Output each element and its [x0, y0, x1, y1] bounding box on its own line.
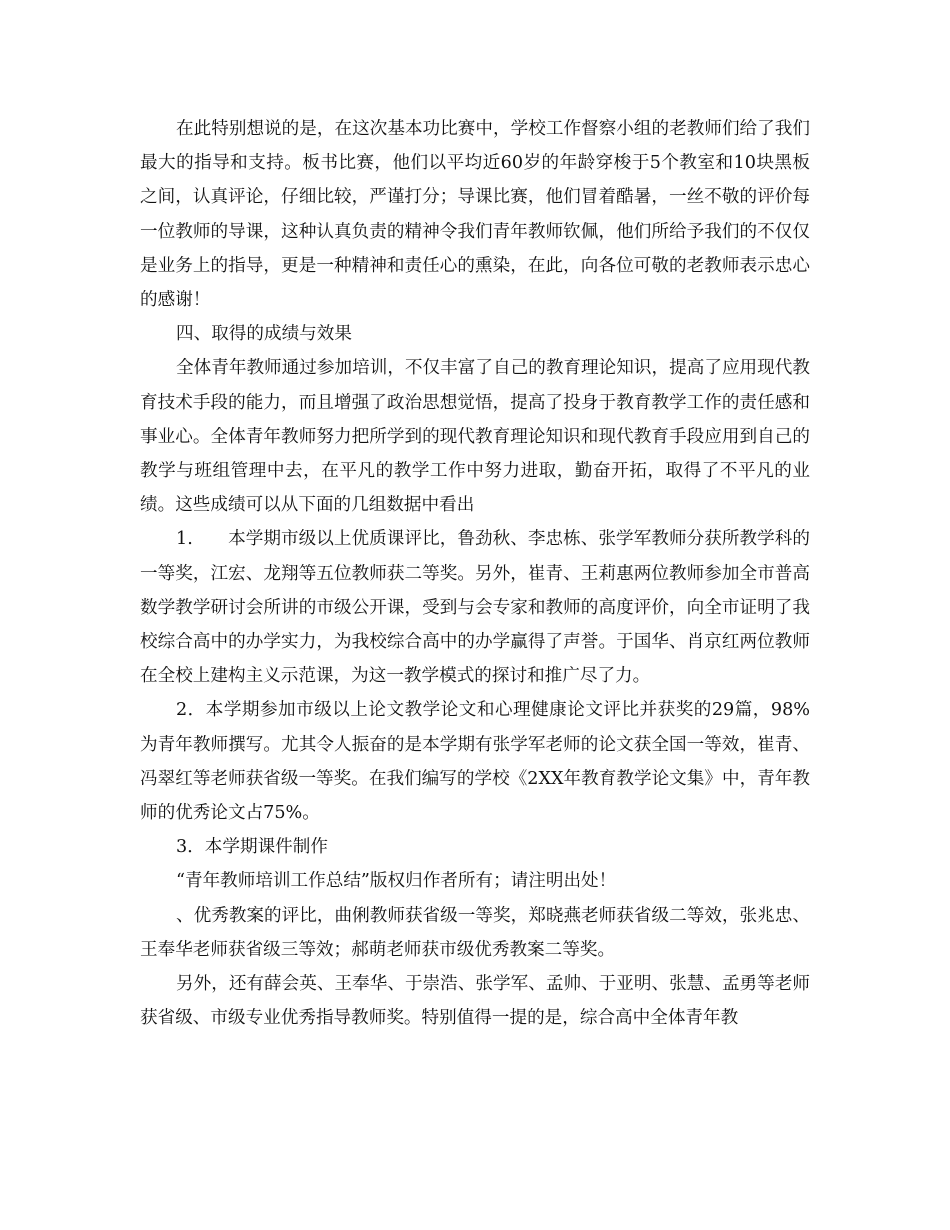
document-body [140, 112, 810, 1035]
copyright-notice: “青年教师培训工作总结”版权归作者所有；请注明出处！ [176, 871, 617, 892]
paragraph-item-3-courseware: 3．本学期课件制作 [176, 837, 328, 858]
paragraph-training-results: 全体青年教师通过参加培训，不仅丰富了自己的教育理论知识，提高了应用现代教育技术手段的能力，而且增强了政治思想觉悟，提高了投身于教育教学工作的责任感和事业心。全体青年教师努力把所学到的现代教育理论知识和现代教育手段应用到自己的教学与班组管理中去，在平凡的教学工作中努力进取，勤奋开拓，取得了不平凡的业绩。这些成绩可以从下面的几组数据中看出 [140, 358, 810, 516]
section-heading-achievements: 四、取得的成绩与效果 [176, 324, 352, 345]
paragraph-lesson-plan-awards: 、优秀教案的评比，曲俐教师获省级一等奖，郑晓燕老师获省级二等效，张兆忠、王奉华老师获省级三等效；郝萌老师获市级优秀教案二等奖。 [140, 905, 810, 960]
paragraph-other-awards: 另外，还有薛会英、王奉华、于崇浩、张学军、孟帅、于亚明、张慧、孟勇等老师获省级、市级专业优秀指导教师奖。特别值得一提的是，综合高中全体青年教 [140, 974, 810, 1029]
paragraph-thanks-to-senior-teachers: 在此特别想说的是，在这次基本功比赛中，学校工作督察小组的老教师们给了我们最大的指导和支持。板书比赛，他们以平均近60岁的年龄穿梭于5个教室和10块黑板之间，认真评论，仔细比较，严谨打分；导课比赛，他们冒着酷暑，一丝不敬的评价每一位教师的导课，这种认真负责的精神令我们青年教师钦佩，他们所给予我们的不仅仅是业务上的指导，更是一种精神和责任心的熏染，在此，向各位可敬的老教师表示忠心的感谢！ [140, 119, 810, 311]
paragraph-item-1-quality-lessons: 1. 本学期市级以上优质课评比，鲁劲秋、李忠栋、张学军教师分获所教学科的一等奖，江宏、龙翔等五位教师获二等奖。另外，崔青、王莉惠两位教师参加全市普高数学教学研讨会所讲的市级公开课，受到与会专家和教师的高度评价，向全市证明了我校综合高中的办学实力，为我校综合高中的办学赢得了声誉。于国华、肖京红两位教师在全校上建构主义示范课，为这一教学模式的探讨和推广尽了力。 [140, 529, 810, 687]
paragraph-item-2-papers: 2．本学期参加市级以上论文教学论文和心理健康论文评比并获奖的29篇，98%为青年教师撰写。尤其令人振奋的是本学期有张学军老师的论文获全国一等效，崔青、冯翠红等老师获省级一等奖。在我们编写的学校《2XX年教育教学论文集》中，青年教师的优秀论文占75%。 [140, 700, 810, 824]
